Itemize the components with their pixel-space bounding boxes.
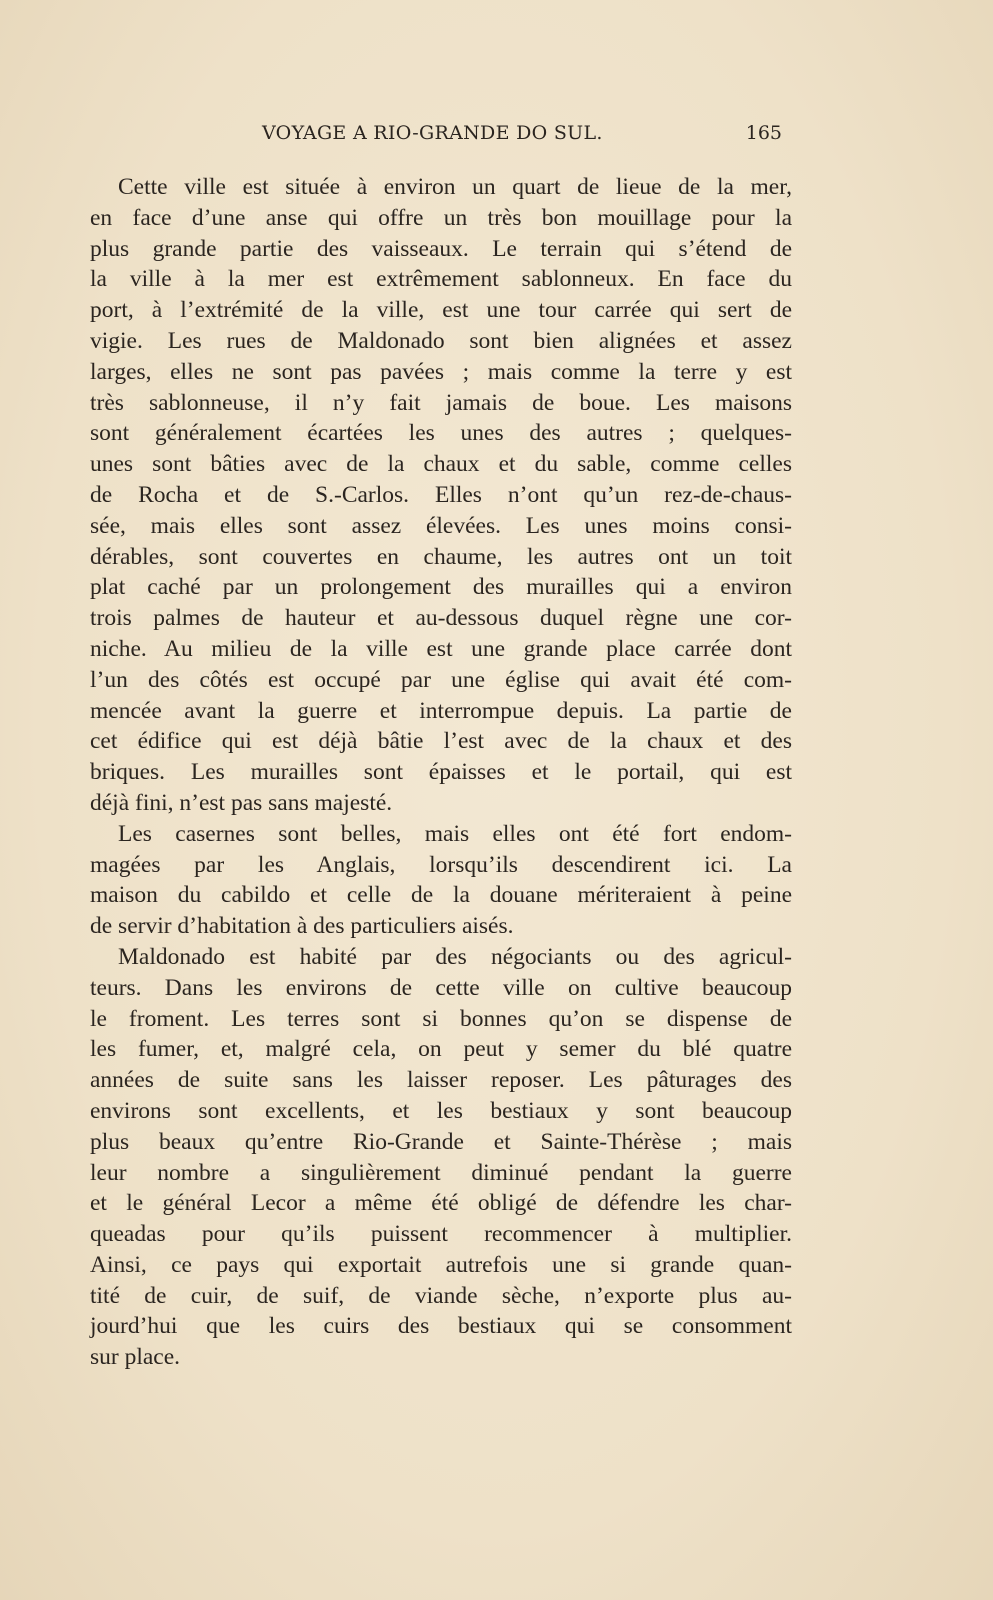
text-line: Cette ville est située à environ un quart de lieue de la mer, xyxy=(118,174,792,200)
running-title: VOYAGE A RIO-GRANDE DO SUL. xyxy=(262,122,603,144)
text-line: vigie. Les rues de Maldonado sont bien alignées et assez xyxy=(90,327,792,354)
text-line: Les casernes sont belles, mais elles ont été fort endom- xyxy=(118,820,792,847)
text-line: plat caché par un prolongement des murailles qui a environ xyxy=(90,574,792,601)
page-number: 165 xyxy=(745,122,782,144)
text-line: et le général Lecor a même été obligé de défendre les char- xyxy=(90,1190,792,1217)
text-line: de Rocha et de S.-Carlos. Elles n’ont qu’un rez-de-chaus- xyxy=(90,481,792,508)
text-line: années de suite sans les laisser reposer. Les pâturages des xyxy=(90,1067,792,1094)
text-line: unes sont bâties avec de la chaux et du sable, comme celles xyxy=(90,451,792,478)
text-line: plus grande partie des vaisseaux. Le terrain qui s’étend de xyxy=(90,235,792,262)
text-line: les fumer, et, malgré cela, on peut y semer du blé quatre xyxy=(90,1036,792,1063)
text-line: la ville à la mer est extrêmement sablonneux. En face du xyxy=(90,266,792,293)
text-line: maison du cabildo et celle de la douane mériteraient à peine xyxy=(90,882,792,909)
text-line: sont généralement écartées les unes des autres ; quelques- xyxy=(90,420,792,447)
text-line: cet édifice qui est déjà bâtie l’est avec de la chaux et des xyxy=(90,728,792,755)
text-line: trois palmes de hauteur et au-dessous duquel règne une cor- xyxy=(90,605,792,632)
body-text xyxy=(90,172,792,1373)
text-line: de servir d’habitation à des particuliers aisés. xyxy=(90,913,514,940)
text-line: dérables, sont couvertes en chaume, les autres ont un toit xyxy=(90,543,792,570)
text-line: queadas pour qu’ils puissent recommencer à multiplier. xyxy=(90,1221,792,1248)
text-line: sée, mais elles sont assez élevées. Les unes moins consi- xyxy=(90,512,792,539)
text-line: environs sont excellents, et les bestiaux y sont beaucoup xyxy=(90,1097,792,1124)
text-line: teurs. Dans les environs de cette ville on cultive beaucoup xyxy=(90,974,792,1001)
text-line: Maldonado est habité par des négociants ou des agricul- xyxy=(118,943,792,970)
text-line: plus beaux qu’entre Rio-Grande et Sainte-Thérèse ; mais xyxy=(90,1128,792,1155)
text-line: le froment. Les terres sont si bonnes qu’on se dispense de xyxy=(90,1005,792,1032)
text-line: mencée avant la guerre et interrompue depuis. La partie de xyxy=(90,697,792,724)
text-line: larges, elles ne sont pas pavées ; mais comme la terre y est xyxy=(90,358,792,385)
text-line: jourd’hui que les cuirs des bestiaux qui se consomment xyxy=(90,1313,792,1340)
text-line: très sablonneuse, il n’y fait jamais de boue. Les maisons xyxy=(90,389,792,416)
text-line: port, à l’extrémité de la ville, est une tour carrée qui sert de xyxy=(90,297,792,324)
page-header xyxy=(262,122,782,148)
text-line: leur nombre a singulièrement diminué pendant la guerre xyxy=(90,1159,792,1186)
text-line: briques. Les murailles sont épaisses et le portail, qui est xyxy=(90,759,792,786)
text-line: niche. Au milieu de la ville est une grande place carrée dont xyxy=(90,635,792,662)
text-line: déjà fini, n’est pas sans majesté. xyxy=(90,789,393,816)
text-line: magées par les Anglais, lorsqu’ils descendirent ici. La xyxy=(90,851,792,878)
text-line: en face d’une anse qui offre un très bon mouillage pour la xyxy=(90,204,792,231)
text-line: tité de cuir, de suif, de viande sèche, n’exporte plus au- xyxy=(90,1282,792,1309)
text-line: sur place. xyxy=(90,1344,181,1371)
text-line: Ainsi, ce pays qui exportait autrefois une si grande quan- xyxy=(90,1251,792,1278)
text-line: l’un des côtés est occupé par une église qui avait été com- xyxy=(90,666,792,693)
